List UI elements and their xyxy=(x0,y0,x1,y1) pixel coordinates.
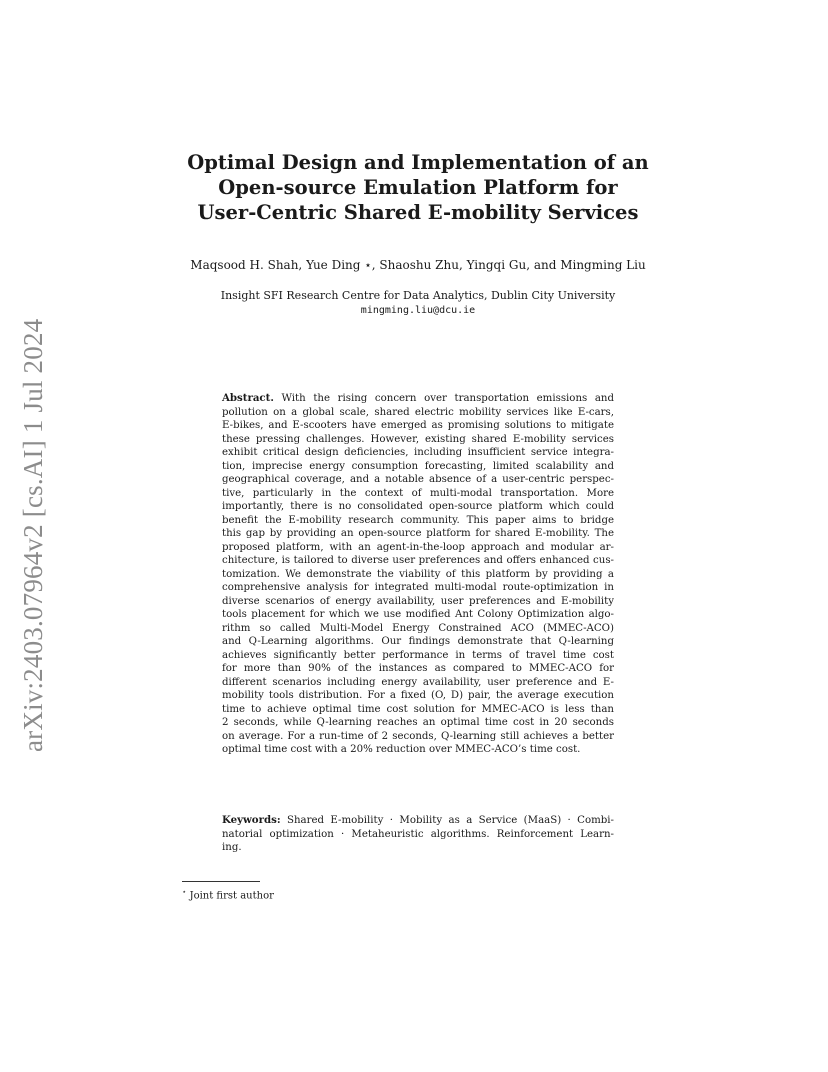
keywords-line-text: Shared E-mobility · Mobility as a Service (MaaS) · Combi- xyxy=(280,815,614,826)
abstract-line: optimal time cost with a 20% reduction over MMEC-ACO’s time cost. xyxy=(222,744,581,755)
contact-email: mingming.liu@dcu.ie xyxy=(360,305,476,316)
abstract-line-text: With the rising concern over transportation emissions and xyxy=(273,393,614,404)
footnote-text: Joint first author xyxy=(186,890,274,902)
abstract-line: tive, particularly in the context of multi-modal transportation. More xyxy=(222,487,614,499)
abstract-line: exhibit critical design deficiencies, including insufficient service integra- xyxy=(222,447,614,458)
title-line-1: Optimal Design and Implementation of an xyxy=(187,151,649,174)
keywords-line: natorial optimization · Metaheuristic algorithms. Reinforcement Learn- xyxy=(222,828,614,840)
abstract-line: rithm so called Multi-Model Energy Constrained ACO (MMEC-ACO) xyxy=(222,622,614,634)
abstract-line: and Q-Learning algorithms. Our findings demonstrate that Q-learning xyxy=(222,636,614,647)
abstract-line: for more than 90% of the instances as compared to MMEC-ACO for xyxy=(222,663,614,674)
abstract-line: geographical coverage, and a notable absence of a user-centric perspec- xyxy=(222,474,614,485)
abstract-line: benefit the E-mobility research community. This paper aims to bridge xyxy=(222,514,614,526)
abstract-line: E-bikes, and E-scooters have emerged as promising solutions to mitigate xyxy=(222,420,614,431)
arxiv-identifier-text: arXiv:2403.07964v2 [cs.AI] 1 Jul 2024 xyxy=(18,318,48,752)
keywords-line xyxy=(222,814,614,828)
abstract-line: pollution on a global scale, shared electric mobility services like E-cars, xyxy=(222,406,614,418)
abstract-line: tomization. We demonstrate the viability of this platform by providing a xyxy=(222,568,614,580)
keywords-label: Keywords: xyxy=(222,814,281,826)
abstract-line: mobility tools distribution. For a fixed (O, D) pair, the average execution xyxy=(222,690,614,701)
keywords xyxy=(222,814,614,855)
author-list: Maqsood H. Shah, Yue Ding ⋆, Shaoshu Zhu, Yingqi Gu, and Mingming Liu xyxy=(190,258,646,272)
abstract-line: proposed platform, with an agent-in-the-loop approach and modular ar- xyxy=(222,541,614,553)
footnote-marker: ⋆ xyxy=(182,888,187,896)
footnote-divider xyxy=(182,881,260,882)
abstract-line xyxy=(222,392,614,406)
keywords-line: ing. xyxy=(222,842,242,853)
abstract-line: 2 seconds, while Q-learning reaches an optimal time cost in 20 seconds xyxy=(222,717,614,728)
abstract-line: different scenarios including energy availability, user preference and E- xyxy=(222,676,614,688)
affiliation: Insight SFI Research Centre for Data Analytics, Dublin City University xyxy=(220,289,616,302)
footnote xyxy=(182,885,274,903)
abstract-line: tion, imprecise energy consumption forecasting, limited scalability and xyxy=(222,460,614,472)
abstract-line: time to achieve optimal time cost solution for MMEC-ACO is less than xyxy=(222,703,614,715)
abstract-line: diverse scenarios of energy availability, user preferences and E-mobility xyxy=(222,595,614,607)
abstract-label: Abstract. xyxy=(222,392,274,404)
abstract-line: chitecture, is tailored to diverse user preferences and offers enhanced cus- xyxy=(222,555,614,566)
abstract-line: achieves significantly better performance in terms of travel time cost xyxy=(222,649,614,661)
abstract-line: comprehensive analysis for integrated multi-modal route-optimization in xyxy=(222,582,614,593)
abstract-line: this gap by providing an open-source platform for shared E-mobility. The xyxy=(222,528,614,539)
abstract-line: tools placement for which we use modified Ant Colony Optimization algo- xyxy=(222,609,614,620)
arxiv-identifier-stamp xyxy=(18,312,58,752)
paper-title xyxy=(180,150,656,225)
title-line-2: Open-source Emulation Platform for xyxy=(218,176,618,199)
abstract-line: on average. For a run-time of 2 seconds, Q-learning still achieves a better xyxy=(222,730,614,742)
abstract xyxy=(222,392,614,757)
abstract-line: these pressing challenges. However, existing shared E-mobility services xyxy=(222,433,614,445)
title-line-3: User-Centric Shared E-mobility Services xyxy=(197,201,639,224)
abstract-line: importantly, there is no consolidated open-source platform which could xyxy=(222,501,614,512)
